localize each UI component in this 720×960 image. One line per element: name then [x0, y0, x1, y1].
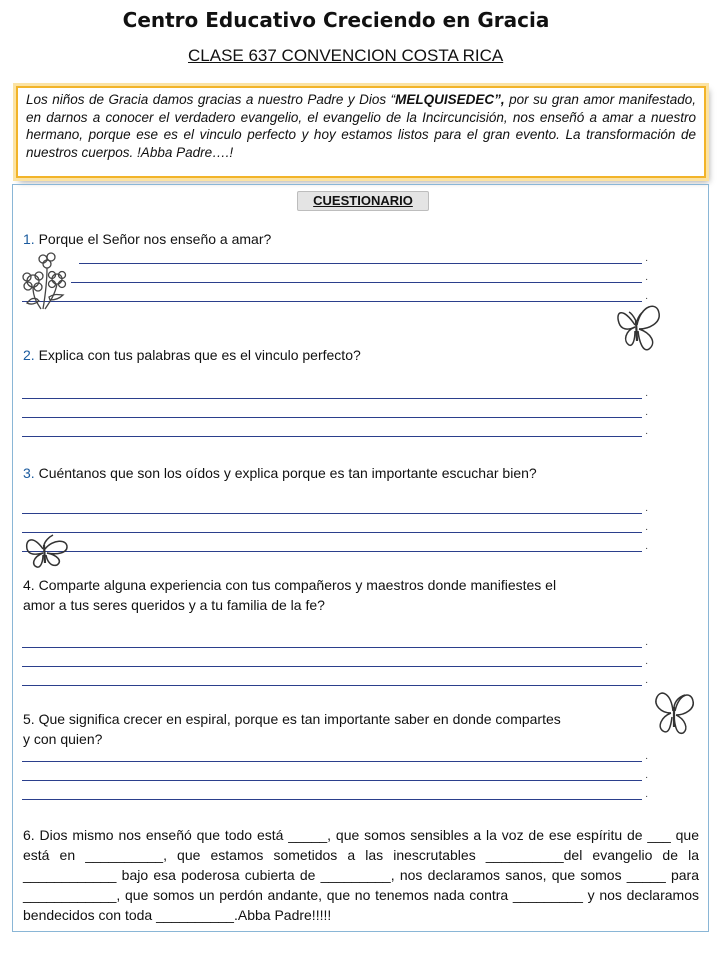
question-text-continued: amor a tus seres queridos y a tu familia de la fe? — [23, 597, 325, 613]
answer-line[interactable] — [22, 780, 642, 781]
question-1 — [23, 229, 271, 249]
intro-banner — [16, 86, 706, 178]
answer-line[interactable] — [22, 666, 642, 667]
question-number: 3. — [23, 465, 35, 481]
questionnaire — [12, 184, 709, 932]
question-2 — [23, 345, 361, 365]
answer-line[interactable] — [22, 301, 642, 302]
question-number: 5. — [23, 711, 35, 727]
answer-line[interactable] — [22, 436, 642, 437]
question-text: Cuéntanos que son los oídos y explica porque es tan importante escuchar bien? — [34, 465, 537, 481]
question-4 — [23, 575, 556, 615]
question-6-fill-in: 6. Dios mismo nos enseñó que todo está _____, que somos sensibles a la voz de ese espíritu de ___ que está en __________, que estamos sometidos a las inescrutables __________del evangelio de la ____________ bajo esa poderosa cubierta de _________, nos declaramos sanos, que somos _____ para ____________, que somos un perdón andante, que no tenemos nada contra _________ y nos declaramos bendecidos con toda __________.Abba Padre!!!!! — [23, 827, 699, 923]
question-number: 1. — [23, 231, 35, 247]
question-number: 2. — [23, 347, 35, 363]
question-3 — [23, 463, 537, 483]
answer-line[interactable] — [79, 263, 642, 264]
answer-line[interactable] — [22, 398, 642, 399]
answer-line[interactable] — [22, 551, 642, 552]
intro-text-start: Los niños de Gracia damos gracias a nuestro Padre y Dios “ — [26, 92, 396, 107]
question-text-continued: y con quien? — [23, 731, 103, 747]
flower-icon — [19, 249, 77, 311]
butterfly-icon — [23, 531, 71, 571]
question-5 — [23, 709, 561, 749]
butterfly-icon — [613, 297, 663, 355]
answer-line[interactable] — [22, 647, 642, 648]
answer-line[interactable] — [22, 417, 642, 418]
intro-highlight: MELQUISEDEC”, — [395, 92, 505, 107]
question-text: Explica con tus palabras que es el vinculo perfecto? — [34, 347, 361, 363]
intro-text-end: por su gran amor manifestado, en darnos a conocer el verdadero evangelio, el evangelio de la Incircuncisión, nos enseñó a amar a nuestro hermano, porque ese es el vinculo perfecto y hoy estamos listos para el gran evento. La transformación de nuestros cuerpos. !Abba Padre….! — [26, 92, 696, 160]
question-number: 4. — [23, 577, 35, 593]
page-title: Centro Educativo Creciendo en Gracia — [122, 8, 550, 32]
butterfly-icon — [649, 683, 697, 741]
intro-text — [26, 91, 696, 161]
answer-line[interactable] — [22, 761, 642, 762]
answer-line[interactable] — [22, 685, 642, 686]
answer-line[interactable] — [22, 513, 642, 514]
question-text: Porque el Señor nos enseño a amar? — [34, 231, 272, 247]
question-text: Que significa crecer en espiral, porque es tan importante saber en donde compartes — [34, 711, 561, 727]
questionnaire-heading: CUESTIONARIO — [297, 191, 429, 211]
answer-line[interactable] — [22, 799, 642, 800]
question-text: Comparte alguna experiencia con tus compañeros y maestros donde manifiestes el — [34, 577, 557, 593]
answer-line[interactable] — [71, 282, 642, 283]
page-subtitle: CLASE 637 CONVENCION COSTA RICA — [188, 46, 504, 65]
answer-line[interactable] — [22, 532, 642, 533]
